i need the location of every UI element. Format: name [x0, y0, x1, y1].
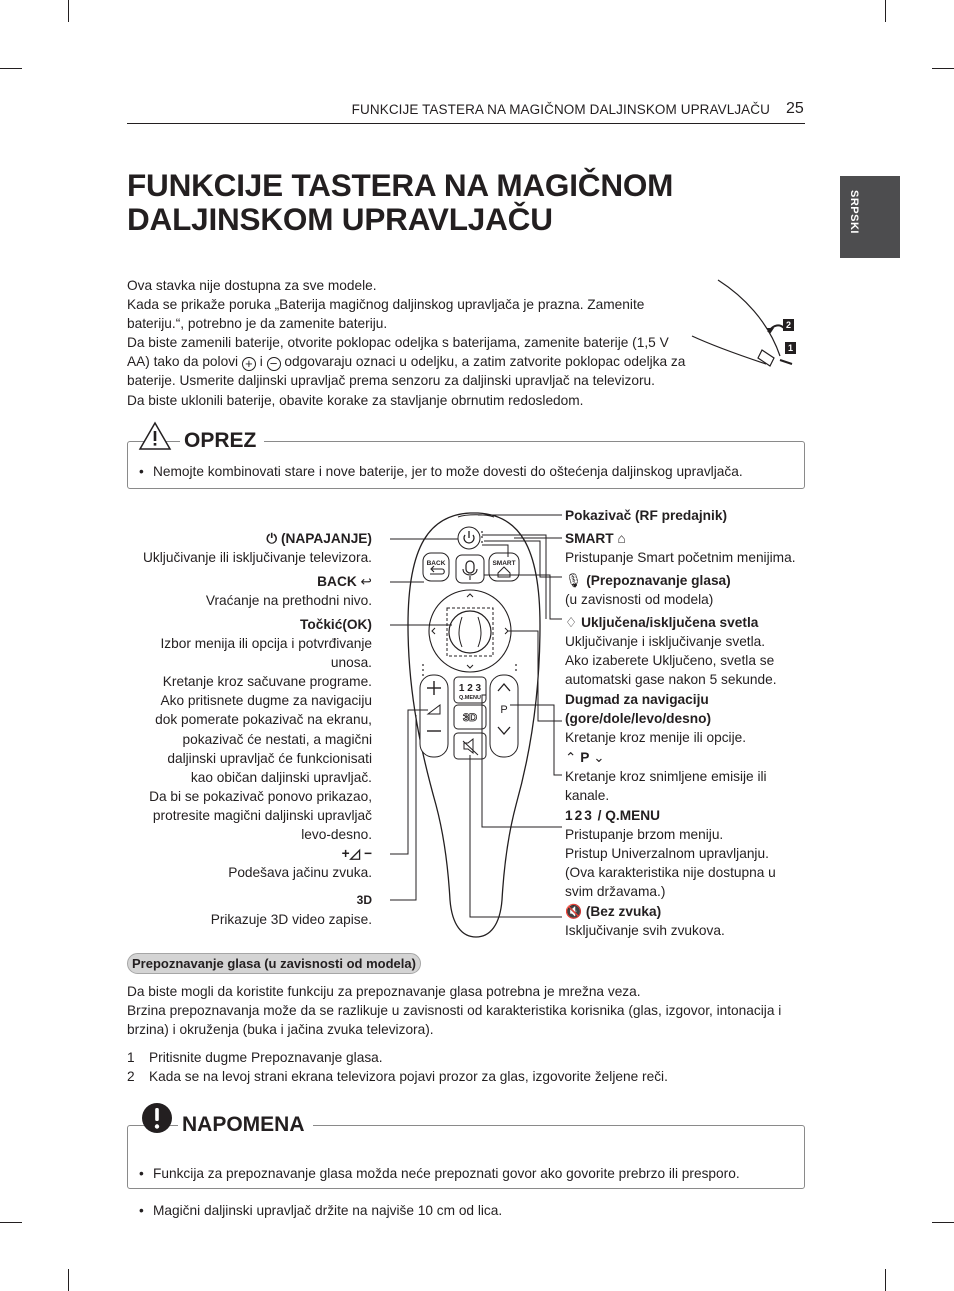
minus-pole-icon: − [267, 357, 281, 371]
plus-pole-icon: + [242, 357, 256, 371]
threed-label [211, 890, 372, 929]
intro-line-part: Da biste zamenili baterije, otvorite poklopac odeljka s baterijama, zamenite baterije (1,5 V AA) tako da polovi [127, 335, 669, 370]
step-number: 1 [127, 1050, 135, 1065]
qmenu-desc: svim državama.) [565, 884, 666, 900]
wheel-desc: Kretanje kroz sačuvane programe. [162, 674, 372, 690]
mute-label [565, 902, 725, 940]
mute-icon: 🔇 [565, 904, 583, 919]
home-icon: ⌂ [617, 531, 626, 546]
number-icon: 123 [565, 808, 594, 823]
warning-icon [138, 421, 172, 451]
light-desc: automatski gase nakon 5 sekunde. [565, 672, 777, 688]
back-button-label: BACK [426, 560, 446, 567]
section-heading: Prepoznavanje glasa (u zavisnosti od modela) [127, 953, 421, 974]
light-title: Uključena/isključena svetla [581, 615, 759, 630]
power-title: (NAPAJANJE) [280, 531, 372, 546]
crop-mark [68, 1269, 69, 1291]
crop-mark [68, 0, 69, 22]
qmenu-desc: Pristup Univerzalnom upravljanju. [565, 846, 769, 862]
wheel-desc: dok pomerate pokazivač na ekranu, [155, 712, 372, 728]
wheel-label [149, 615, 372, 844]
qmenu-button-label: Q.MENU [459, 695, 481, 701]
step-item [127, 1048, 383, 1067]
wheel-desc: daljinski upravljač će funkcionisati [167, 750, 372, 766]
mute-desc: Isključivanje svih zvukova. [565, 923, 725, 939]
intro-line-part: odgovaraju oznaci u odeljku, a zatim zatvorite poklopac odeljka za baterije. Usmerite daljinski upravljač prema senzoru za daljinski upravljač na televizoru. [127, 354, 686, 389]
paragraph-line: Brzina prepoznavanja može da se razlikuje u zavisnosti od karakteristika korisnika (glas, izgovor, intonacija i brzina) i okruženja (buka i jačina zvuka televizora). [127, 1003, 782, 1038]
header-rule [127, 123, 805, 124]
volume-label [228, 844, 372, 882]
smart-button-label: SMART [492, 560, 516, 567]
power-label [143, 529, 372, 567]
wheel-desc: Da bi se pokazivač ponovo prikazao, [149, 788, 372, 804]
wheel-desc: Izbor menija ili opcija i potvrđivanje [160, 636, 372, 652]
wheel-title: Točkić(OK) [300, 617, 372, 632]
light-desc: Ako izaberete Uključeno, svetla se [565, 653, 775, 669]
language-tab-label: SRPSKI [848, 190, 860, 234]
step-badge-1: 1 [785, 342, 796, 354]
intro-line: Da biste uklonili baterije, obavite korake za stavljanje obrnutim redosledom. [127, 392, 584, 408]
nav-label [565, 690, 746, 747]
channel-desc: Kretanje kroz snimljene emisije ili [565, 769, 767, 785]
power-desc: Uključivanje ili isključivanje televizora. [143, 550, 372, 566]
nav-desc: Kretanje kroz menije ili opcije. [565, 730, 747, 746]
threed-desc: Prikazuje 3D video zapise. [210, 912, 372, 928]
qmenu-desc: Pristupanje brzom meniju. [565, 827, 724, 843]
qmenu-label [565, 806, 776, 901]
running-header: FUNKCIJE TASTERA NA MAGIČNOM DALJINSKOM UPRAVLJAČU [351, 102, 770, 117]
voice-title: (Prepoznavanje glasa) [586, 573, 731, 588]
smart-desc: Pristupanje Smart početnim menijima. [565, 550, 796, 566]
wheel-desc: Ako pritisnete dugme za navigaciju [160, 693, 372, 709]
language-tab [840, 176, 900, 258]
wheel-desc: pokazivač će nestati, a magični [182, 731, 372, 747]
step-text: Kada se na levoj strani ekrana televizora pojavi prozor za glas, izgovorite željene reči. [149, 1069, 668, 1084]
back-title: BACK [317, 574, 357, 589]
intro-line-part: i [259, 354, 263, 370]
note-bullet: • Funkcija za prepoznavanje glasa možda neće prepoznati govor ako govorite prebrzo ili presporo. [139, 1164, 799, 1183]
threed-icon: 3D [356, 893, 372, 907]
wheel-desc: unosa. [330, 655, 372, 671]
back-icon: ↩ [360, 574, 372, 589]
wheel-desc: levo-desno. [301, 827, 372, 843]
note-title: NAPOMENA [178, 1113, 313, 1137]
back-label [206, 572, 372, 610]
svg-text:3D: 3D [462, 712, 478, 724]
crop-mark [885, 0, 886, 22]
crop-mark [0, 1222, 22, 1223]
qmenu-title: / Q.MENU [597, 808, 661, 823]
volume-icon: +◿ − [341, 846, 372, 861]
wheel-desc: kao običan daljinski upravljač. [190, 769, 372, 785]
channel-label [565, 748, 767, 805]
page-number: 25 [786, 100, 804, 117]
smart-title: SMART [565, 531, 614, 546]
microphone-icon: 🎙 [565, 573, 583, 588]
caution-bullet: • Nemojte kombinovati stare i nove baterije, jer to može dovesti do oštećenja daljinskog upravljača. [139, 462, 799, 481]
pointer-label [565, 506, 727, 525]
intro-line: Kada se prikaže poruka „Baterija magičnog daljinskog upravljača je prazna. Zamenite bateriju.“, potrebno je da zamenite bateriju. [127, 297, 645, 332]
intro-text [127, 276, 687, 410]
light-label [565, 613, 777, 689]
p-button-label: P [500, 704, 508, 716]
crop-mark [932, 1222, 954, 1223]
paragraph-line: Da biste mogli da koristite funkciju za prepoznavanje glasa potrebna je mrežna veza. [127, 984, 641, 999]
crop-mark [885, 1269, 886, 1291]
voice-desc: (u zavisnosti od modela) [565, 592, 714, 608]
wheel-desc: protresite magični daljinski upravljač [152, 807, 372, 823]
chevron-down-icon: ⌄ [593, 750, 605, 765]
back-desc: Vraćanje na prethodni nivo. [205, 593, 372, 609]
section-paragraph [127, 982, 807, 1039]
crop-mark [0, 68, 22, 69]
pointer-title: Pokazivač (RF predajnik) [565, 508, 728, 523]
qmenu-desc: (Ova karakteristika nije dostupna u [565, 865, 776, 881]
power-icon: ⏻ [266, 531, 278, 546]
mute-title: (Bez zvuka) [585, 904, 662, 919]
magic-remote-illustration [390, 505, 562, 945]
page-title-line2: DALJINSKOM UPRAVLJAČU [127, 201, 553, 237]
page-title-line1: FUNKCIJE TASTERA NA MAGIČNOM [127, 167, 674, 203]
nav-title: (gore/dole/levo/desno) [565, 711, 712, 727]
crop-mark [932, 68, 954, 69]
smart-label [565, 529, 796, 567]
intro-line [127, 333, 687, 390]
nav-title: Dugmad za navigaciju [565, 692, 709, 707]
voice-label [565, 571, 731, 609]
step-badge-2: 2 [783, 319, 794, 331]
volume-desc: Podešava jačinu zvuka. [228, 865, 372, 881]
caution-title: OPREZ [180, 429, 264, 453]
light-icon: ♢ [565, 615, 578, 630]
intro-line: Ova stavka nije dostupna za sve modele. [127, 278, 377, 293]
number-button-label: 1 2 3 [458, 683, 482, 694]
page-title [127, 168, 747, 236]
step-item [127, 1067, 668, 1086]
channel-desc: kanale. [565, 788, 610, 804]
light-desc: Uključivanje i isključivanje svetla. [565, 634, 766, 650]
step-text: Pritisnite dugme Prepoznavanje glasa. [149, 1050, 383, 1065]
note-bullet: • Magični daljinski upravljač držite na najviše 10 cm od lica. [139, 1201, 799, 1220]
channel-title: P [580, 750, 590, 765]
exclamation-icon [141, 1102, 173, 1134]
chevron-up-icon: ⌃ [565, 750, 577, 765]
step-number: 2 [127, 1069, 135, 1084]
